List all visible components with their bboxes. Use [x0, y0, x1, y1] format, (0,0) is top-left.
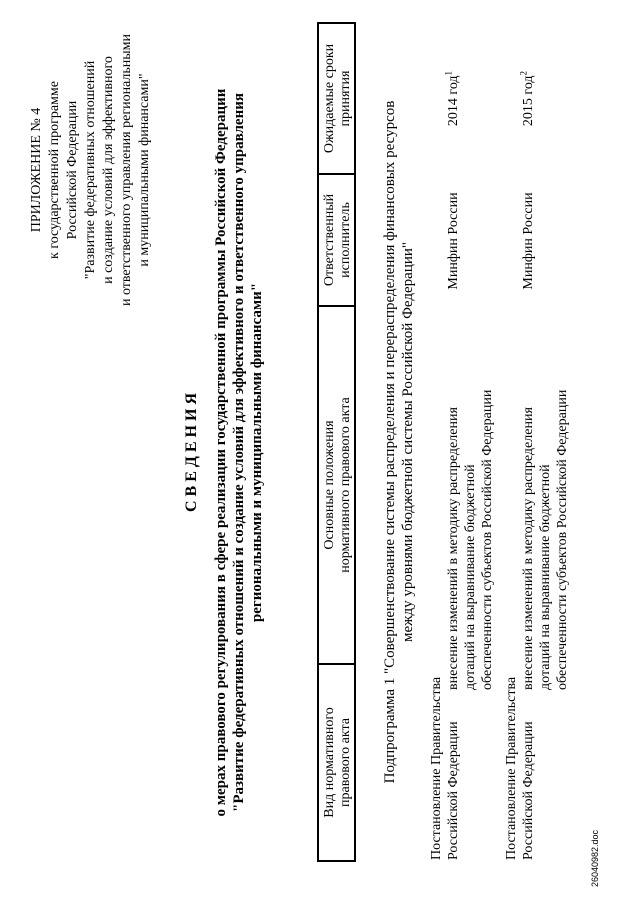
- table-row-1-executor: Минфин России: [446, 192, 461, 290]
- header-line: принятия: [338, 70, 353, 127]
- footnote-marker: 2: [518, 70, 529, 76]
- regulation-table-header: [317, 22, 356, 862]
- table-row-2-executor: Минфин России: [521, 192, 536, 290]
- header-line: Вид нормативного: [322, 707, 337, 818]
- cell-line: внесение изменений в методику распределения: [521, 407, 536, 690]
- appendix-line: к государственной программе: [47, 81, 62, 259]
- appendix-line: и муниципальными финансами": [137, 73, 152, 267]
- appendix-line: Российской Федерации: [65, 100, 80, 240]
- subprogram-line: между уровнями бюджетной системы Российской Федерации": [400, 241, 416, 643]
- header-line: Ожидаемые сроки: [322, 43, 337, 154]
- cell-line: дотаций на выравнивание бюджетной: [538, 464, 553, 690]
- cell-line: дотаций на выравнивание бюджетной: [463, 464, 478, 690]
- appendix-line: "Развитие федеративных отношений: [83, 60, 98, 280]
- header-cell-term: [317, 22, 356, 175]
- document-subtitle: [212, 45, 266, 860]
- cell-line: обеспеченности субъектов Российской Федерации: [555, 389, 570, 690]
- table-row-1-term: [445, 22, 462, 175]
- term-text: 2015 год: [521, 75, 536, 127]
- cell-line: Постановление Правительства: [429, 676, 444, 860]
- table-row-2-provisions: [520, 320, 571, 690]
- cell-line: внесение изменений в методику распределения: [446, 407, 461, 690]
- footnote-marker: 1: [443, 70, 454, 76]
- appendix-line: ПРИЛОЖЕНИЕ № 4: [29, 107, 44, 233]
- header-line: исполнитель: [338, 202, 353, 278]
- file-name-note: 26040982.doc: [590, 829, 600, 887]
- table-row-2-term: [520, 22, 537, 175]
- header-cell-executor: [317, 175, 356, 307]
- header-line: нормативного правового акта: [338, 397, 353, 573]
- header-cell-provisions: [317, 307, 356, 665]
- header-line: Основные положения: [322, 420, 337, 550]
- header-line: правового акта: [338, 718, 353, 807]
- header-cell-act-type: [317, 665, 356, 862]
- appendix-block: [28, 10, 154, 330]
- cell-line: Постановление Правительства: [504, 676, 519, 860]
- table-row-1-provisions: [445, 320, 496, 690]
- term-text: 2014 год: [446, 75, 461, 127]
- header-line: Ответственный: [322, 193, 337, 287]
- cell-line: Российской Федерации: [521, 721, 536, 860]
- appendix-line: и ответственного управления региональными: [119, 33, 134, 307]
- subtitle-line: о мерах правового регулирования в сфере реализации государственной программы Российской Федерации: [213, 88, 229, 817]
- document-title: С В Е Д Е Н И Я: [183, 392, 200, 513]
- subtitle-line: "Развитие федеративных отношений и создание условий для эффективного и ответственного управления: [231, 93, 247, 812]
- subtitle-line: региональными и муниципальными финансами": [249, 282, 265, 623]
- cell-line: Российской Федерации: [446, 721, 461, 860]
- cell-line: обеспеченности субъектов Российской Федерации: [480, 389, 495, 690]
- subprogram-line: Подпрограмма 1 "Совершенствование системы распределения и перераспределения финансовых ресурсов: [382, 100, 398, 784]
- subprogram-row: [381, 22, 417, 862]
- appendix-line: и создание условий для эффективного: [101, 56, 116, 284]
